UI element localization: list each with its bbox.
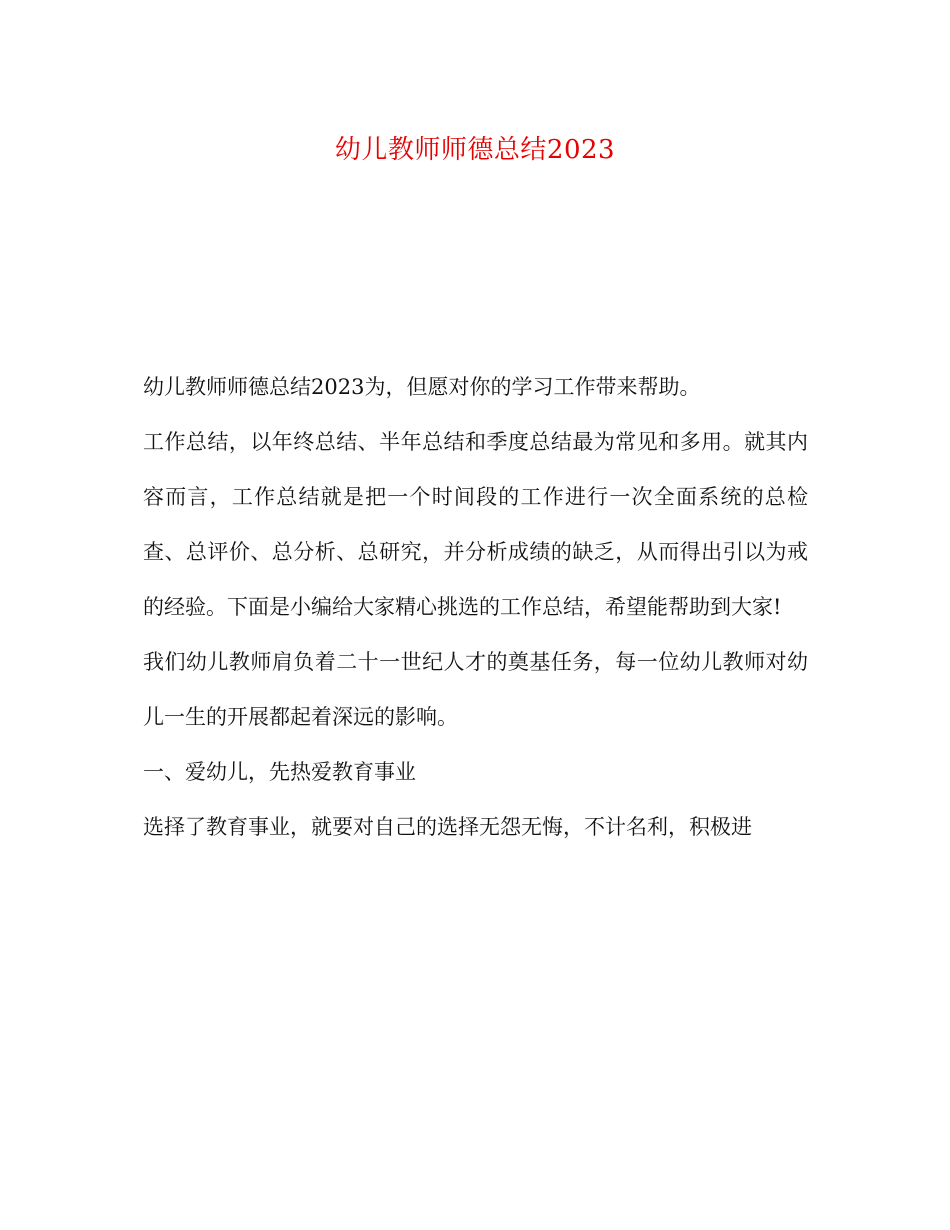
paragraph-summary-definition: 工作总结，以年终总结、半年总结和季度总结最为常见和多用。就其内容而言，工作总结就是把一个时间段的工作进行一次全面系统的总检查、总评价、总分析、总研究，并分析成绩的缺乏，从而得出引以为戒的经验。下面是小编给大家精心挑选的工作总结，希望能帮助到大家! [143, 430, 808, 619]
document-body [143, 360, 808, 855]
paragraph-intro: 幼儿教师师德总结2023为，但愿对你的学习工作带来帮助。 [143, 375, 701, 399]
document-title: 幼儿教师师德总结2023 [334, 135, 616, 165]
paragraph-choose-education: 选择了教育事业，就要对自己的选择无怨无悔，不计名利，积极进 [143, 815, 752, 839]
section-heading-1: 一、爱幼儿，先热爱教育事业 [143, 760, 416, 784]
paragraph-teacher-role: 我们幼儿教师肩负着二十一世纪人才的奠基任务，每一位幼儿教师对幼儿一生的开展都起着深远的影响。 [143, 650, 808, 729]
